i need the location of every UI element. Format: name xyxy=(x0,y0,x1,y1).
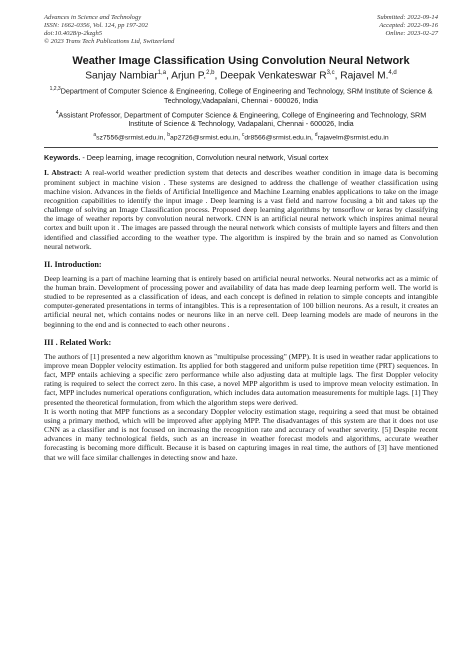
author-sup: 4,d xyxy=(388,70,397,76)
email-link[interactable]: ap2726@srmist.edu.in xyxy=(170,134,239,142)
related-work-paragraph-1: The authors of [1] presented a new algorithm known as "multipulse processing" (MPP). It is used in weather radar applications to improve mean Doppler velocity estimation. Its applied for both staggered and uniform pulse repetition time (PRT) sequences. In fact, MPP entails achieving a specific zero performance while also adjusting data at multiple lags. The first Doppler velocity rating is required to select the correct zero. In this case, a novel MPP algorithm is used to improve mean velocity estimation. In fact, MPP includes numerical operations configuration, which includes data automation measurements for multiple lags. [1] They presented the theoretical formulation, from which the algorithm steps were derived. xyxy=(44,351,438,407)
date-accepted: Accepted: 2022-09-16 xyxy=(379,22,438,29)
journal-info xyxy=(44,14,174,46)
author-sup: 3,c xyxy=(326,70,335,76)
email-sup: b xyxy=(167,132,171,139)
paper-title: Weather Image Classification Using Convolution Neural Network xyxy=(72,55,410,67)
affiliation-1 xyxy=(44,85,438,104)
section-heading-related-work: III . Related Work: xyxy=(44,337,112,347)
author-name: Sanjay Nambiar xyxy=(85,70,158,82)
author-name: Rajavel M. xyxy=(340,70,389,82)
author-emails: $^a$sz7556@srmist.edu.in, $^b$ap2726@srmist.edu.in, $^c$dr8566@srmist.edu.in, $^d$rajavelm@srmist.edu.in xyxy=(93,132,389,142)
journal-copyright: © 2023 Trans Tech Publications Ltd, Switzerland xyxy=(44,38,175,45)
divider xyxy=(44,147,438,148)
keywords-label: Keywords. xyxy=(44,153,81,163)
section-heading-introduction: II. Introduction: xyxy=(44,259,102,269)
abstract-text: A real-world weather prediction system that detects and describes weather condition in image data is becoming prominent subject in machine vision . These systems are designed to address the challenge of weather classification using machine vision. Advances in the fields of Artificial Intelligence and Machine Learning enables applications to take on the image recognition capabilities to identify the input image . Deep learning is a vast field and narrow focusing a bit and takes up the challenge of solving an Image Classification process. Proposed deep learning algorithms by tensorflow or keras by classifying the image of weather reports by convolution neural network. CNN is an artificial neural network which inspires animal neural cortex and built upon it . The images are passed through the neural network which consists of multiple layers and filters and then identified and classified according to the weather type. The algorithm is inspired by the brain and so named as Convolution neural network. xyxy=(44,168,438,251)
date-submitted: Submitted: 2022-09-14 xyxy=(377,14,438,21)
affiliation-sup: 4 xyxy=(55,109,59,116)
keywords-text: - Deep learning, image recognition, Convolution neural network, Visual cortex xyxy=(80,153,329,163)
date-online: Online: 2023-02-27 xyxy=(385,30,438,37)
journal-issn: ISSN: 1662-0356, Vol. 124, pp 197-202 xyxy=(44,22,149,29)
author-name: Arjun P. xyxy=(171,70,207,82)
author-sup: 1,a xyxy=(157,70,167,76)
keywords xyxy=(44,153,438,162)
email-link[interactable]: dr8566@srmist.edu.in xyxy=(244,134,311,142)
author-list: Sanjay Nambiar$^{1,a}$, Arjun P.$^{2,b}$, Deepak Venkateswar R$^{3,c}$, Rajavel M.$^{4,d}$ xyxy=(85,70,397,82)
author-sup: 2,b xyxy=(206,70,215,76)
affiliation-sup: 1,2,3 xyxy=(49,86,61,93)
abstract-label: I. Abstract: xyxy=(44,168,83,178)
email-sup: a xyxy=(93,132,97,139)
related-work-paragraph-2: It is worth noting that MPP functions as a secondary Doppler velocity estimation stage, requiring a seed that must be obtained using a primary method, which will be improved after applying MPP. The disadvantages of this system are that it does not use CNN as a classifier and is not focused on increasing the recognition rate and accuracy of weather severity. [5] Despite recent advances in many technological fields, such as an increase in weather forecast models and algorithms, accurate weather forecasting is becoming more difficult. Because it is based on capturing images in real time, the authors of [3] have mentioned that we will face similar challenges in detecting snow and haze. xyxy=(44,406,438,462)
email-link[interactable]: rajavelm@srmist.edu.in xyxy=(317,134,389,142)
journal-name: Advances in Science and Technology xyxy=(44,14,142,21)
email-sup: d xyxy=(314,132,318,139)
journal-doi: doi:10.4028/p-2kzgh5 xyxy=(44,30,103,37)
abstract xyxy=(44,168,438,250)
affiliation-2 xyxy=(44,109,438,128)
affiliation-text: Assistant Professor, Department of Computer Science & Engineering, College of Engineering and Technology, SRM Institute of Science & Technology, Vadapalani, Chennai - 600026, India xyxy=(58,110,427,129)
author-name: Deepak Venkateswar R xyxy=(220,70,327,82)
affiliation-text: Department of Computer Science & Engineering, College of Engineering and Technology, SRM Institute of Science & Technology,Vadapalani, Chennai - 600026, India xyxy=(60,86,433,105)
introduction-text: Deep learning is a part of machine learning that is entirely based on artificial neural networks. Neural networks act as a mimic of the human brain. Development of processing power and availability of data has made deep learning perform well. The world is studied to be represented as a classification of ideas, and each concept is defined in relation to simple concepts and intangible computer-generated presentations in terms of intangibles. This is a representation of 100 billion neurons. As a result, it creates an artificial neural net, which contains nodes or neurons like in an nerve cell. Deep learning models are made of neurons in the beginning to the end and is connected to each other neurons . xyxy=(44,273,438,329)
journal-header xyxy=(44,14,438,46)
email-sup: c xyxy=(241,132,245,139)
publication-dates xyxy=(377,14,438,46)
email-link[interactable]: sz7556@srmist.edu.in xyxy=(96,134,164,142)
